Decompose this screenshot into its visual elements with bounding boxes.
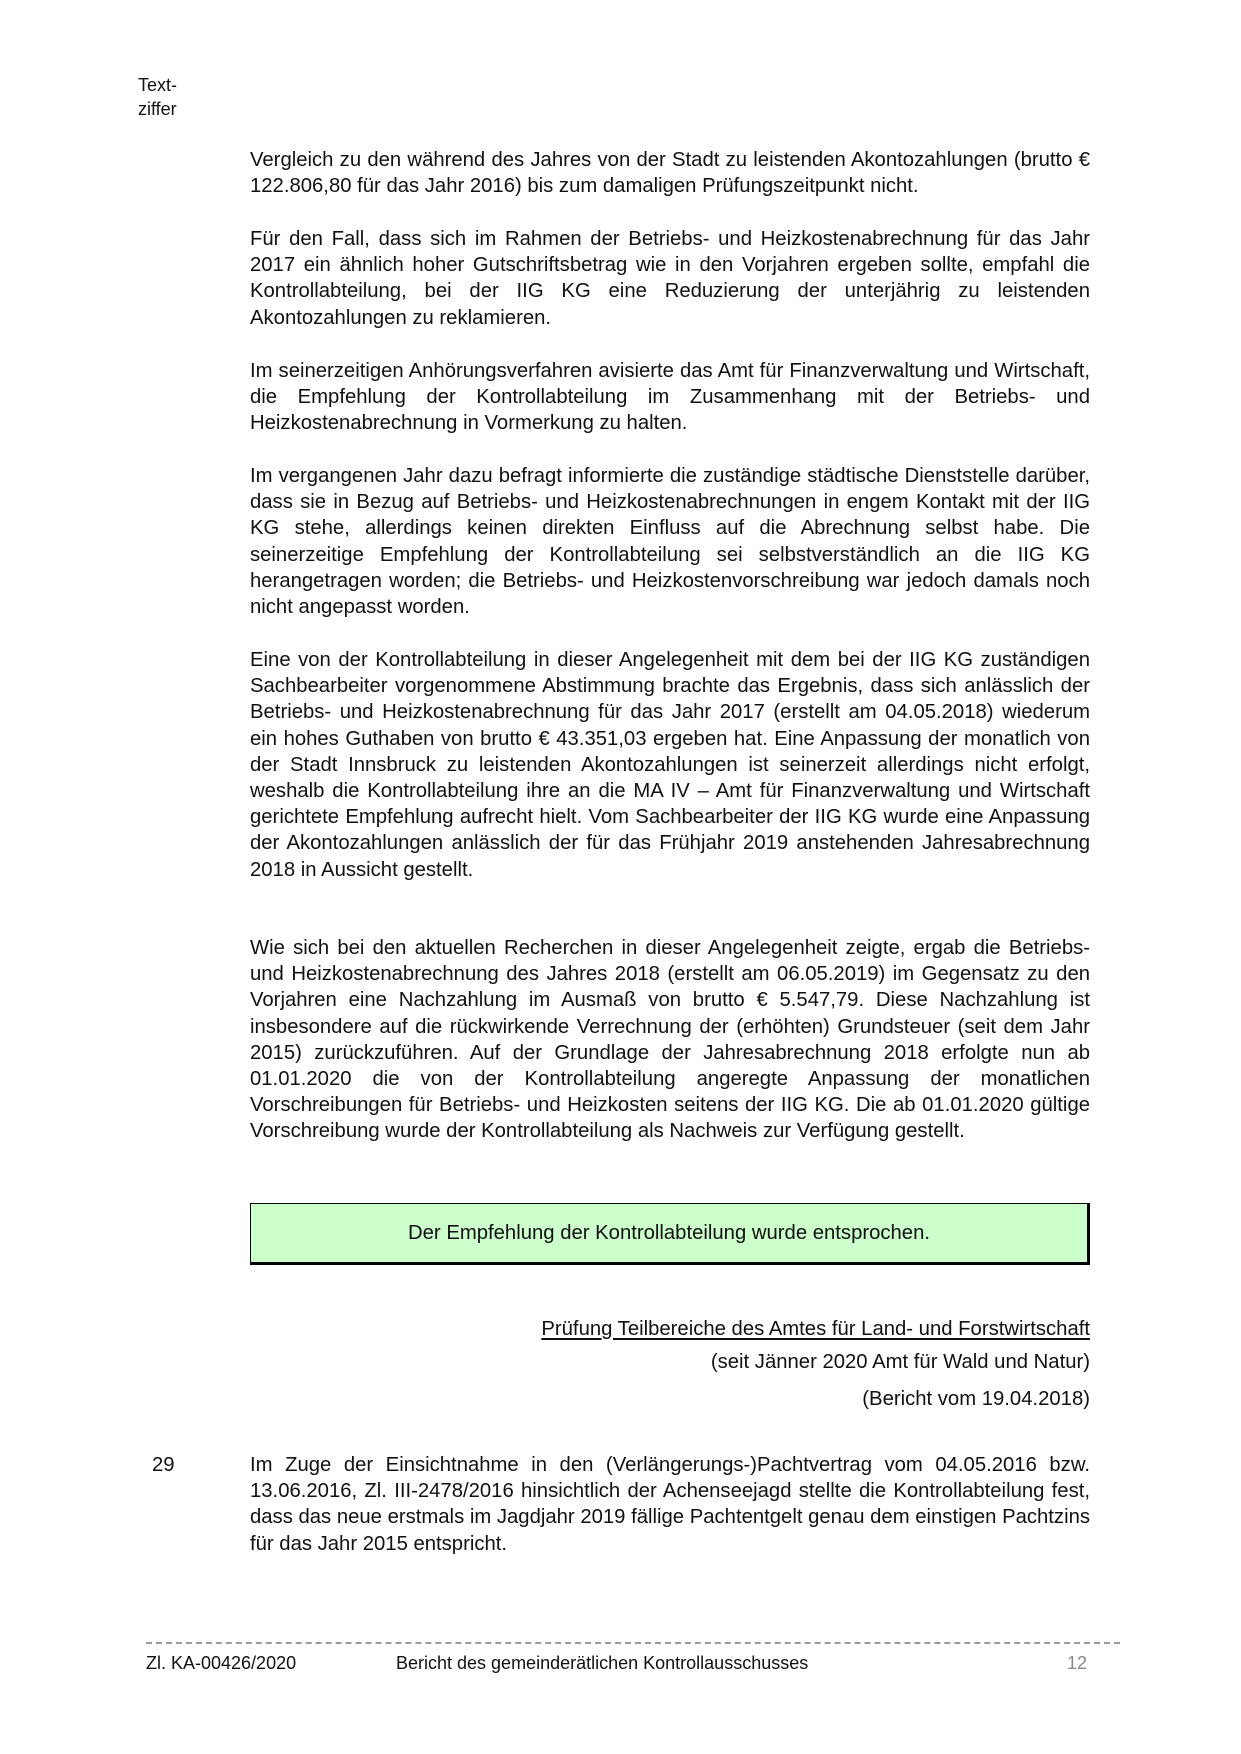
paragraph-current-research: Wie sich bei den aktuellen Recherchen in dieser Angelegenheit zeigte, ergab die Betriebs- und Heizkostenabrechnung des Jahres 2018 (erstellt am 06.05.2019) im Gegensatz zu den Vorjahren eine Nachzahlung im Ausmaß von brutto € 5.547,79. Diese Nachzahlung ist insbesondere auf die rückwirkende Verrechnung der (erhöhten) Grundsteuer (seit dem Jahr 2015) zurückzuführen. Auf der Grundlage der Jahresabrechnung 2018 erfolgte nun ab 01.01.2020 die von der Kontrollabteilung angeregte Anpassung der monatlichen Vorschreibungen für Betriebs- und Heizkosten seitens der IIG KG. Die ab 01.01.2020 gültige Vorschreibung wurde der Kontrollabteilung als Nachweis zur Verfügung gestellt. bbox=[250, 937, 1090, 1143]
footer-title: Bericht des gemeinderätlichen Kontrollausschusses bbox=[396, 1653, 809, 1673]
page-number: 12 bbox=[1067, 1653, 1088, 1673]
paragraph-recommendation: Für den Fall, dass sich im Rahmen der Betriebs- und Heizkostenabrechnung für das Jahr 2017 ein ähnlich hoher Gutschriftsbetrag wie in den Vorjahren ergeben sollte, empfahl die Kontrollabteilung, bei der IIG KG eine Reduzierung der unterjährig zu leistenden Akontozahlungen zu reklamieren. bbox=[250, 228, 1090, 329]
result-text: Der Empfehlung der Kontrollabteilung wurde entsprochen. bbox=[408, 1221, 930, 1244]
section-subtitle: (seit Jänner 2020 Amt für Wald und Natur) bbox=[710, 1351, 1090, 1373]
paragraph-textziffer-29: Im Zuge der Einsichtnahme in den (Verlängerungs-)Pachtvertrag vom 04.05.2016 bzw. 13.06.2016, Zl. III-2478/2016 hinsichtlich der Achenseejagd stellte die Kontrollabteilung fest, dass das neue erstmals im Jagdjahr 2019 fällige Pachtentgelt genau dem einstigen Pachtzins für das Jahr 2015 entspricht. bbox=[250, 1454, 1090, 1555]
margin-label-line-2: ziffer bbox=[138, 99, 177, 119]
paragraph-last-year: Im vergangenen Jahr dazu befragt informierte die zuständige städtische Dienststelle darüber, dass sie in Bezug auf Betriebs- und Heizkostenabrechnungen in engem Kontakt mit der IIG KG stehe, allerdings keinen direkten Einfluss auf die Abrechnung selbst habe. Die seinerzeitige Empfehlung der Kontrollabteilung sei selbstverständlich an die IIG KG herangetragen worden; die Betriebs- und Heizkostenvorschreibung war jedoch damals noch nicht angepasst worden. bbox=[250, 465, 1090, 619]
paragraph-hearing: Im seinerzeitigen Anhörungsverfahren avisierte das Amt für Finanzverwaltung und Wirtschaft, die Empfehlung der Kontrollabteilung im Zusammenhang mit der Betriebs- und Heizkostenabrechnung in Vormerkung zu halten. bbox=[250, 360, 1090, 435]
footer-divider bbox=[146, 1642, 1120, 1644]
textziffer-number: 29 bbox=[152, 1454, 175, 1476]
textziffer-column-label bbox=[138, 73, 177, 121]
recommendation-result-box bbox=[250, 1203, 1090, 1265]
paragraph-continuation: Vergleich zu den während des Jahres von der Stadt zu leistenden Akontozahlungen (brutto € 122.806,80 für das Jahr 2016) bis zum damaligen Prüfungszeitpunkt nicht. bbox=[250, 149, 1090, 198]
margin-label-line-1: Text- bbox=[138, 75, 178, 95]
section-title: Prüfung Teilbereiche des Amtes für Land- und Forstwirtschaft bbox=[541, 1318, 1090, 1340]
paragraph-coordination: Eine von der Kontrollabteilung in dieser Angelegenheit mit dem bei der IIG KG zuständigen Sachbearbeiter vorgenommene Abstimmung brachte das Ergebnis, dass sich anlässlich der Betriebs- und Heizkostenabrechnung für das Jahr 2017 (erstellt am 04.05.2018) wiederum ein hohes Guthaben von brutto € 43.351,03 ergeben hat. Eine Anpassung der monatlich von der Stadt Innsbruck zu leistenden Akontozahlungen ist seinerzeit allerdings nicht erfolgt, weshalb die Kontrollabteilung ihre an die MA IV – Amt für Finanzverwaltung und Wirtschaft gerichtete Empfehlung aufrecht hielt. Vom Sachbearbeiter der IIG KG wurde eine Anpassung der Akontozahlungen anlässlich der für das Frühjahr 2019 anstehenden Jahresabrechnung 2018 in Aussicht gestellt. bbox=[250, 649, 1090, 881]
section-report-date: (Bericht vom 19.04.2018) bbox=[862, 1388, 1090, 1410]
footer-reference: Zl. KA-00426/2020 bbox=[146, 1653, 297, 1673]
